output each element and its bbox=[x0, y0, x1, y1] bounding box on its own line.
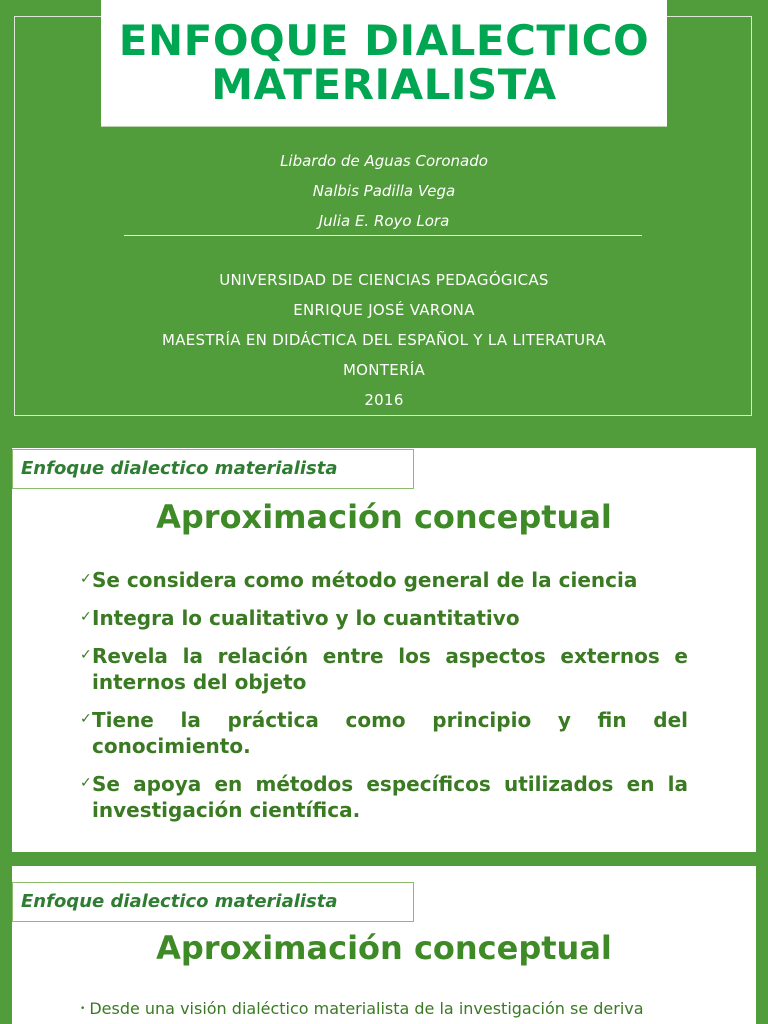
institution-line: UNIVERSIDAD DE CIENCIAS PEDAGÓGICAS bbox=[219, 271, 549, 289]
checkmark-icon: ✓ bbox=[80, 711, 92, 727]
section-tag: Enfoque dialectico materialista bbox=[12, 882, 414, 922]
list-item bbox=[80, 771, 688, 823]
section-tag: Enfoque dialectico materialista bbox=[12, 449, 414, 489]
institution-line: 2016 bbox=[364, 391, 404, 409]
list-item-text: Tiene la práctica como principio y fin del conocimiento. bbox=[92, 708, 688, 758]
list-item-text: Integra lo cualitativo y lo cuantitativo bbox=[92, 606, 520, 630]
list-item-text: Revela la relación entre los aspectos externos e internos del objeto bbox=[92, 644, 688, 694]
list-item bbox=[80, 567, 688, 593]
slide-heading: Aproximación conceptual bbox=[156, 498, 612, 536]
title-line-1: ENFOQUE DIALECTICO bbox=[118, 16, 650, 65]
author-name: Libardo de Aguas Coronado bbox=[280, 152, 488, 170]
checkmark-icon: ✓ bbox=[80, 647, 92, 663]
concept-slide bbox=[0, 434, 768, 866]
institution-line: MONTERÍA bbox=[342, 361, 426, 379]
author-name: Nalbis Padilla Vega bbox=[312, 182, 456, 200]
institution-info bbox=[0, 268, 768, 418]
list-item bbox=[80, 643, 688, 695]
checkmark-icon: ✓ bbox=[80, 775, 92, 791]
institution-line: ENRIQUE JOSÉ VARONA bbox=[293, 301, 475, 319]
divider bbox=[124, 235, 642, 236]
title-box bbox=[101, 0, 667, 127]
dot-icon: • bbox=[80, 1004, 86, 1014]
slide-separator bbox=[0, 434, 768, 448]
list-item-text: Desde una visión dialéctico materialista de la investigación se deriva bbox=[89, 999, 644, 1018]
list-item-text: Se considera como método general de la ciencia bbox=[92, 568, 638, 592]
list-item bbox=[80, 707, 688, 759]
slide-heading: Aproximación conceptual bbox=[156, 929, 612, 967]
institution-line: MAESTRÍA EN DIDÁCTICA DEL ESPAÑOL Y LA LITERATURA bbox=[161, 331, 607, 349]
author-name: Julia E. Royo Lora bbox=[318, 212, 450, 230]
title-slide bbox=[0, 0, 768, 434]
author-list bbox=[0, 150, 768, 240]
checkmark-icon: ✓ bbox=[80, 571, 92, 587]
slide-separator bbox=[0, 852, 768, 866]
title-line-2: MATERIALISTA bbox=[211, 60, 557, 109]
checkmark-icon: ✓ bbox=[80, 609, 92, 625]
list-item-text: Se apoya en métodos específicos utilizados en la investigación científica. bbox=[92, 772, 688, 822]
list-item bbox=[80, 605, 688, 631]
bullet-list bbox=[80, 567, 688, 835]
concept-slide-continued bbox=[0, 866, 768, 1024]
list-item bbox=[80, 998, 700, 1020]
